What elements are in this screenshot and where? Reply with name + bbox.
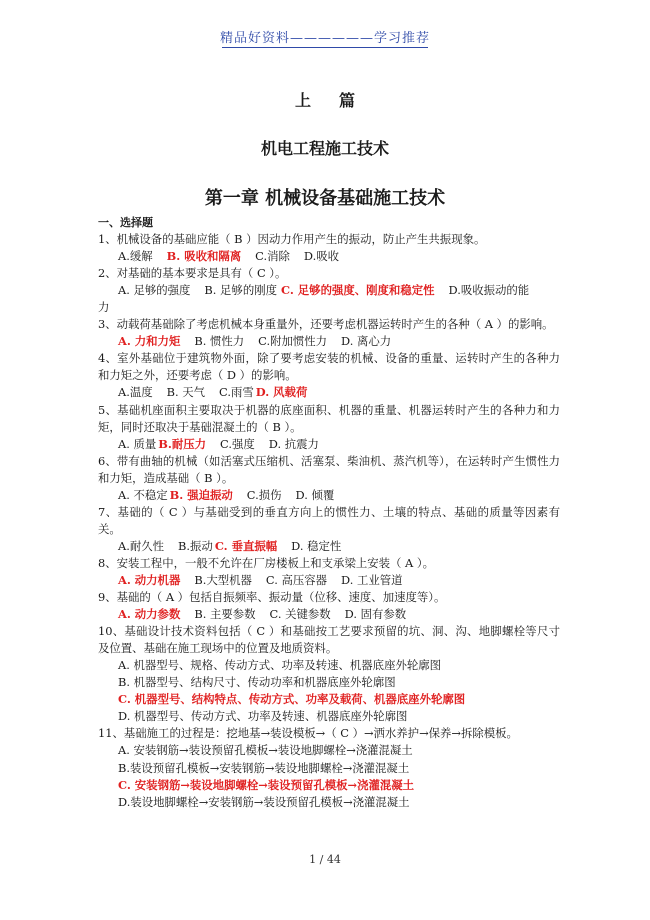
option-d: D. 机器型号、传动方式、功率及转速、机器底座外轮廓图	[118, 709, 408, 724]
option-a-answer: A. 力和力矩	[118, 334, 181, 349]
option-d: D.装设地脚螺栓→安装钢筋→装设预留孔模板→浇灌混凝土	[118, 794, 410, 809]
question-6-options	[98, 487, 560, 504]
option-c-answer: C. 机器型号、结构特点、传动方式、功率及载荷、机器底座外轮廓图	[118, 692, 466, 707]
section-heading: 一、选择题	[98, 216, 153, 229]
question-9-options	[98, 606, 560, 623]
subject-title: 机电工程施工技术	[260, 139, 389, 158]
option-d: D.吸收	[303, 249, 340, 264]
option-c: C. 高压容器	[265, 572, 328, 587]
option-c-answer: C. 足够的强度、刚度和稳定性	[281, 283, 435, 298]
option-d: D. 抗震力	[268, 436, 319, 451]
option-d: D. 工业管道	[341, 572, 403, 587]
option-c: C.消除	[255, 249, 290, 264]
option-d: D. 倾覆	[295, 487, 335, 502]
question-4: 4、室外基础位于建筑物外面，除了要考虑安装的机械、设备的重量、运转时产生的各种力和力矩之外，还要考虑（ D ）的影响。	[98, 351, 560, 383]
option-a: A. 不稳定	[118, 487, 168, 502]
question-7-options	[98, 538, 560, 555]
option-b-answer: B. 吸收和隔离	[166, 249, 242, 264]
question-3-options	[98, 333, 560, 350]
option-d: D.吸收振动的能	[448, 283, 530, 298]
option-a: A.缓解	[118, 249, 153, 264]
header-underline	[222, 47, 428, 48]
question-6: 6、带有曲轴的机械（如活塞式压缩机、活塞泵、柴油机、蒸汽机等），在运转时产生惯性力和力矩，造成基础（ B ）。	[98, 453, 560, 485]
question-3: 3、动载荷基础除了考虑机械本身重量外，还要考虑机器运转时产生的各种（ A ）的影响。	[98, 317, 554, 332]
option-c-answer: C. 垂直振幅	[214, 538, 278, 553]
option-c: C.强度	[220, 436, 255, 451]
part-title: 上篇	[294, 91, 383, 110]
question-7: 7、基础的（ C ）与基础受到的垂直方向上的惯性力、土壤的特点、基础的质量等因素有关。	[98, 504, 560, 536]
option-b: B.大型机器	[194, 572, 252, 587]
question-5-options	[98, 436, 560, 453]
question-2-options	[98, 282, 560, 299]
option-b-answer: B. 强迫振动	[169, 487, 233, 502]
option-a: A.温度	[118, 385, 153, 400]
option-b: B. 机器型号、结构尺寸、传动功率和机器底座外轮廓图	[118, 675, 396, 690]
option-a: A.耐久性	[118, 538, 165, 553]
option-b-answer: B.耐压力	[158, 436, 207, 451]
question-1: 1、机械设备的基础应能（ B ）因动力作用产生的振动，防止产生共振现象。	[98, 232, 486, 247]
question-11: 11、基础施工的过程是：挖地基→装设模板→（ C ）→洒水养护→保养→拆除模板。	[98, 726, 518, 741]
option-c: C.雨雪	[219, 385, 254, 400]
page-header: 精品好资料——————学习推荐	[219, 31, 430, 46]
option-c: C.损伤	[246, 487, 282, 502]
option-a-answer: A. 动力参数	[118, 607, 181, 622]
page-number: 1 / 44	[309, 853, 341, 866]
option-b: B. 惯性力	[194, 334, 245, 349]
question-8-options	[98, 572, 560, 589]
option-a: A. 安装钢筋→装设预留孔模板→装设地脚螺栓→浇灌混凝土	[118, 743, 413, 758]
question-9: 9、基础的（ A ）包括自振频率、振动量（位移、速度、加速度等）。	[98, 590, 446, 605]
option-a-answer: A. 动力机器	[118, 572, 181, 587]
option-a: A. 质量	[118, 436, 157, 451]
question-5: 5、基础机座面积主要取决于机器的底座面积、机器的重量、机器运转时产生的各种力和力矩，同时还取决于基础混凝土的（ B ）。	[98, 402, 560, 434]
question-1-options	[98, 248, 560, 265]
option-b: B.装设预留孔模板→安装钢筋→装设地脚螺栓→浇灌混凝土	[118, 760, 410, 775]
option-b: B. 足够的刚度	[204, 283, 277, 298]
option-a: A. 机器型号、规格、传动方式、功率及转速、机器底座外轮廓图	[118, 658, 442, 673]
option-d-answer: D. 风载荷	[255, 385, 308, 400]
option-d: D. 稳定性	[291, 538, 342, 553]
option-d: D. 离心力	[341, 334, 392, 349]
option-c: C. 关键参数	[269, 607, 331, 622]
question-10: 10、基础设计技术资料包括（ C ）和基础按工艺要求预留的坑、洞、沟、地脚螺栓等尺寸及位置、基础在施工现场中的位置及地质资料。	[98, 624, 560, 656]
chapter-title: 第一章 机械设备基础施工技术	[204, 188, 446, 209]
option-d: D. 固有参数	[344, 607, 407, 622]
question-2: 2、对基础的基本要求是具有（ C ）。	[98, 266, 287, 281]
question-8: 8、安装工程中，一般不允许在厂房楼板上和支承梁上安装（ A ）。	[98, 555, 434, 570]
option-a: A. 足够的强度	[118, 283, 191, 298]
option-c-answer: C. 安装钢筋→装设地脚螺栓→装设预留孔模板→浇灌混凝土	[118, 777, 415, 792]
option-b: B.振动	[178, 538, 213, 553]
question-4-options	[98, 384, 560, 401]
option-b: B. 主要参数	[194, 607, 256, 622]
option-c: C.附加惯性力	[258, 334, 328, 349]
question-2-wrap: 力	[98, 300, 110, 315]
question-list	[98, 214, 560, 811]
option-b: B. 天气	[166, 385, 206, 400]
